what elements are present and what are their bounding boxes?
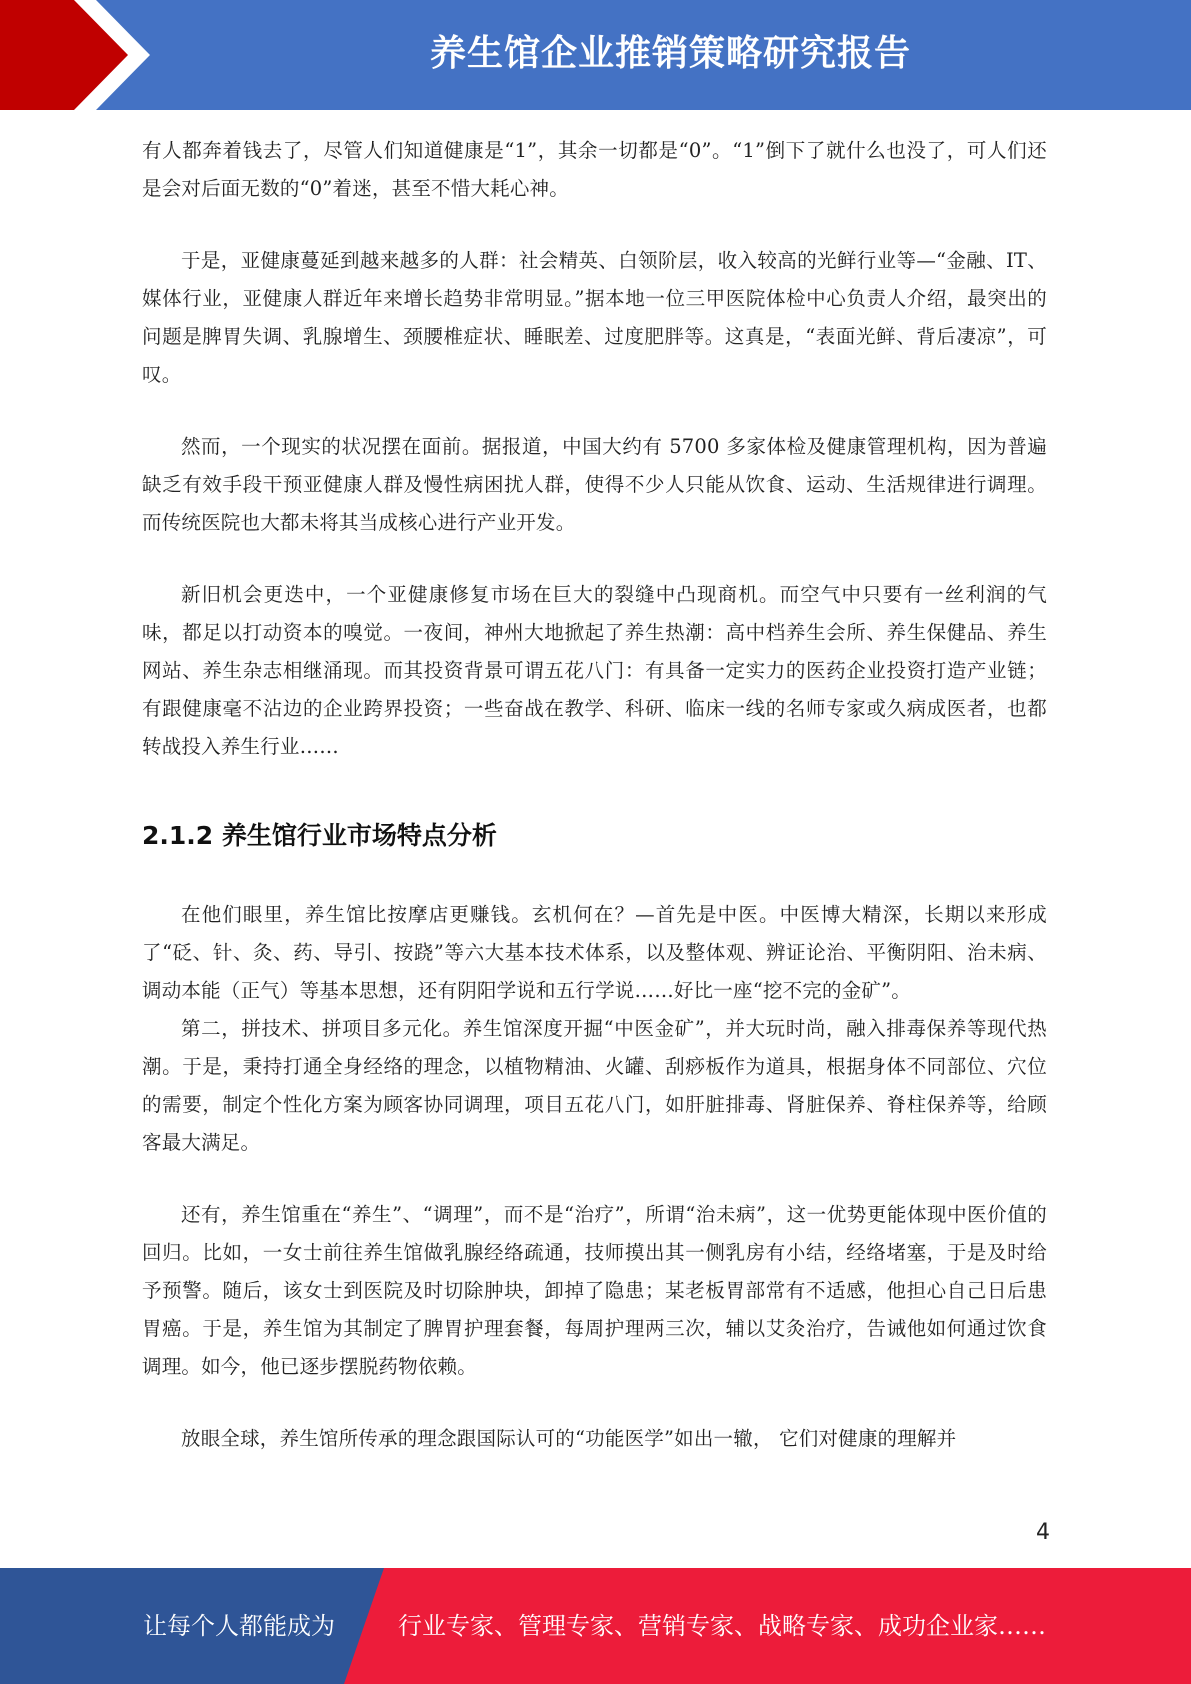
section-heading: 2.1.2 养生馆行业市场特点分析 <box>142 821 497 850</box>
paragraph: 第二，拼技术、拼项目多元化。养生馆深度开掘“中医金矿”，并大玩时尚，融入排毒保养等现代热潮。于是，秉持打通全身经络的理念，以植物精油、火罐、刮痧板作为道具，根据身体不同部位、穴位的需要，制定个性化方案为顾客协同调理，项目五花八门，如肝脏排毒、肾脏保养、脊柱保养等，给顾客最大满足。 <box>142 1017 1047 1154</box>
paragraph: 有人都奔着钱去了，尽管人们知道健康是“1”，其余一切都是“0”。“1”倒下了就什么也没了，可人们还是会对后面无数的“0”着迷，甚至不惜大耗心神。 <box>142 139 1047 200</box>
paragraph: 还有，养生馆重在“养生”、“调理”，而不是“治疗”，所谓“治未病”，这一优势更能体现中医价值的回归。比如，一女士前往养生馆做乳腺经络疏通，技师摸出其一侧乳房有小结，经络堵塞，于是及时给予预警。随后，该女士到医院及时切除肿块，卸掉了隐患；某老板胃部常有不适感，他担心自己日后患胃癌。于是，养生馆为其制定了脾胃护理套餐，每周护理两三次，辅以艾灸治疗，告诫他如何通过饮食调理。如今，他已逐步摆脱药物依赖。 <box>142 1203 1047 1378</box>
document-body <box>142 132 1047 1458</box>
paragraph: 放眼全球，养生馆所传承的理念跟国际认可的“功能医学”如出一辙， 它们对健康的理解并 <box>181 1427 957 1450</box>
paragraph: 在他们眼里，养生馆比按摩店更赚钱。玄机何在？—首先是中医。中医博大精深，长期以来形成了“砭、针、灸、药、导引、按跷”等六大基本技术体系，以及整体观、辨证论治、平衡阴阳、治未病、调动本能（正气）等基本思想，还有阴阳学说和五行学说……好比一座“挖不完的金矿”。 <box>142 903 1047 1002</box>
paragraph: 然而，一个现实的状况摆在面前。据报道，中国大约有 5700 多家体检及健康管理机构，因为普遍缺乏有效手段干预亚健康人群及慢性病困扰人群，使得不少人只能从饮食、运动、生活规律进行调理。而传统医院也大都未将其当成核心进行产业开发。 <box>142 435 1047 534</box>
page-footer <box>0 1568 1191 1684</box>
page-header <box>0 0 1191 110</box>
page-number: 4 <box>1036 1520 1050 1545</box>
page-title: 养生馆企业推销策略研究报告 <box>429 33 911 74</box>
paragraph: 于是，亚健康蔓延到越来越多的人群：社会精英、白领阶层，收入较高的光鲜行业等—“金融、IT、媒体行业，亚健康人群近年来增长趋势非常明显。”据本地一位三甲医院体检中心负责人介绍，最突出的问题是脾胃失调、乳腺增生、颈腰椎症状、睡眠差、过度肥胖等。这真是，“表面光鲜、背后凄凉”，可叹。 <box>142 249 1047 386</box>
paragraph: 新旧机会更迭中，一个亚健康修复市场在巨大的裂缝中凸现商机。而空气中只要有一丝利润的气味，都足以打动资本的嗅觉。一夜间，神州大地掀起了养生热潮：高中档养生会所、养生保健品、养生网站、养生杂志相继涌现。而其投资背景可谓五花八门：有具备一定实力的医药企业投资打造产业链；有跟健康毫不沾边的企业跨界投资；一些奋战在教学、科研、临床一线的名师专家或久病成医者，也都转战投入养生行业…… <box>142 583 1047 758</box>
footer-slogan-left: 让每个人都能成为 <box>143 1612 335 1640</box>
footer-slogan-right: 行业专家、管理专家、营销专家、战略专家、成功企业家…… <box>398 1612 1046 1640</box>
